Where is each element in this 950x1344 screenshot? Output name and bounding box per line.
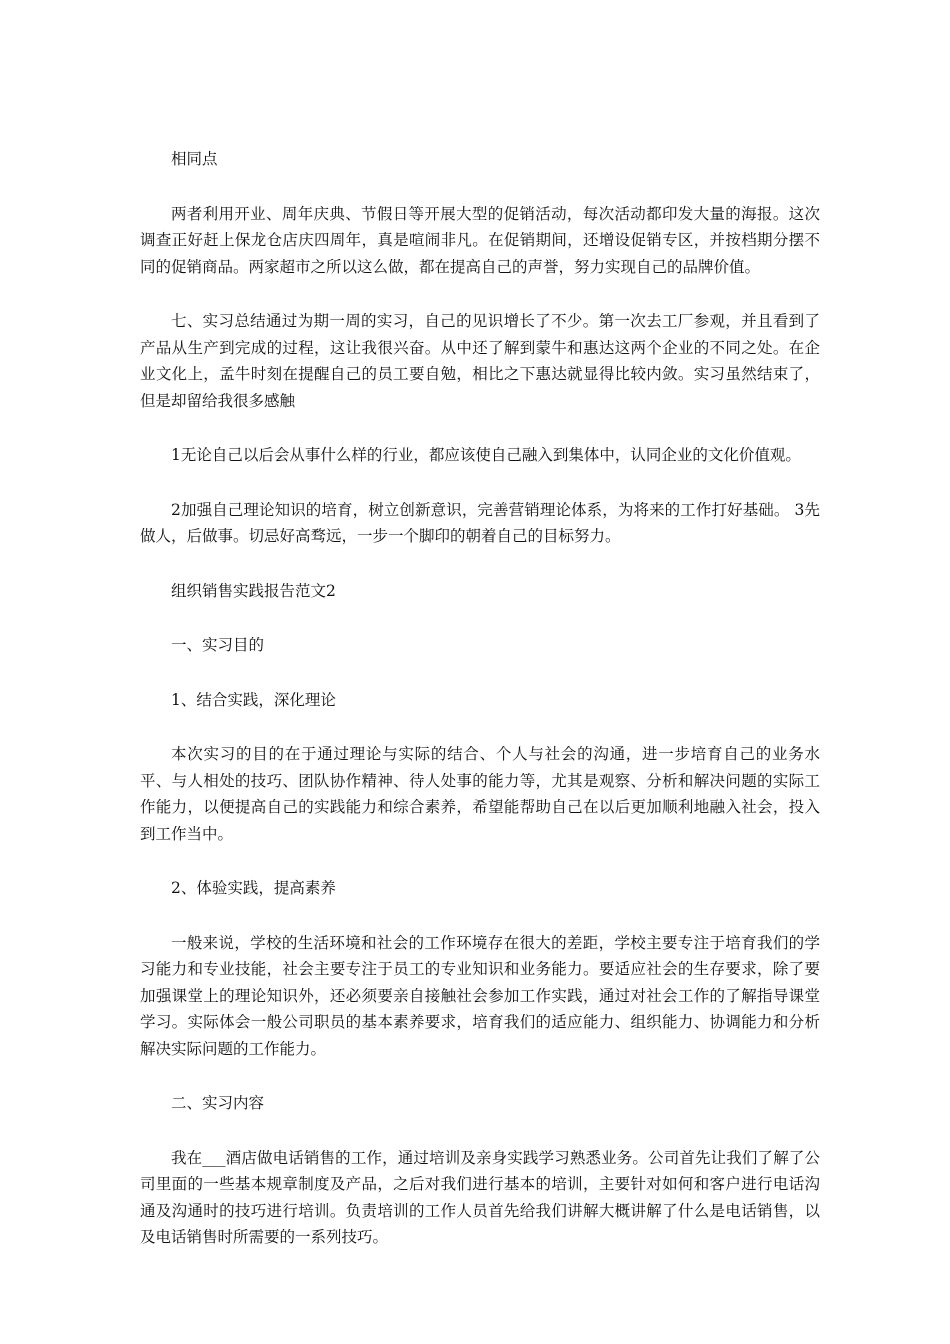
- document-body: [140, 146, 820, 1279]
- paragraph-telesales-work: 我在___酒店做电话销售的工作，通过培训及亲身实践学习熟悉业务。公司首先让我们了解了公司里面的一些基本规章制度及产品，之后对我们进行基本的培训，主要针对如何和客户进行电话沟通及沟通时的技巧进行培训。负责培训的工作人员首先给我们讲解大概讲解了什么是电话销售，以及电话销售时所需要的一系列技巧。: [140, 1148, 820, 1246]
- subheading-combine-practice: 1、结合实践，深化理论: [171, 690, 336, 709]
- paragraph-internship-summary: 七、实习总结通过为期一周的实习，自己的见识增长了不少。第一次去工厂参观，并且看到了产品从生产到完成的过程，这让我很兴奋。从中还了解到蒙牛和惠达这两个企业的不同之处。在企业文化上，孟牛时刻在提醒自己的员工要自勉，相比之下惠达就显得比较内敛。实习虽然结束了，但是却留给我很多感触: [140, 312, 820, 410]
- heading-similarities: 相同点: [171, 150, 218, 168]
- paragraph-point-2-3: 2加强自己理论知识的培育，树立创新意识，完善营销理论体系，为将来的工作打好基础。 3先做人，后做事。切忌好高骛远，一步一个脚印的朝着自己的目标努力。: [140, 500, 820, 545]
- subheading-experience-practice: 2、体验实践，提高素养: [171, 879, 336, 897]
- paragraph-promotions: 两者利用开业、周年庆典、节假日等开展大型的促销活动，每次活动都印发大量的海报。这次调查正好赶上保龙仓店庆四周年，真是喧闹非凡。在促销期间，还增设促销专区，并按档期分摆不同的促销商品。两家超市之所以这么做，都在提高自己的声誉，努力实现自己的品牌价值。: [140, 204, 820, 276]
- heading-internship-content: 二、实习内容: [171, 1094, 265, 1112]
- paragraph-point-1: 1无论自己以后会从事什么样的行业，都应该使自己融入到集体中，认同企业的文化价值观。: [171, 446, 801, 464]
- heading-report-sample-2: 组织销售实践报告范文2: [171, 581, 336, 600]
- paragraph-purpose-detail: 本次实习的目的在于通过理论与实际的结合、个人与社会的沟通，进一步培育自己的业务水平、与人相处的技巧、团队协作精神、待人处事的能力等，尤其是观察、分析和解决问题的实际工作能力，以便提高自己的实践能力和综合素养，希望能帮助自己在以后更加顺利地融入社会，投入到工作当中。: [140, 745, 820, 843]
- paragraph-school-vs-society: 一般来说，学校的生活环境和社会的工作环境存在很大的差距，学校主要专注于培育我们的学习能力和专业技能，社会主要专注于员工的专业知识和业务能力。要适应社会的生存要求，除了要加强课堂上的理论知识外，还必须要亲自接触社会参加工作实践，通过对社会工作的了解指导课堂学习。实际体会一般公司职员的基本素养要求，培育我们的适应能力、组织能力、协调能力和分析解决实际问题的工作能力。: [140, 933, 820, 1058]
- heading-internship-purpose: 一、实习目的: [171, 636, 265, 654]
